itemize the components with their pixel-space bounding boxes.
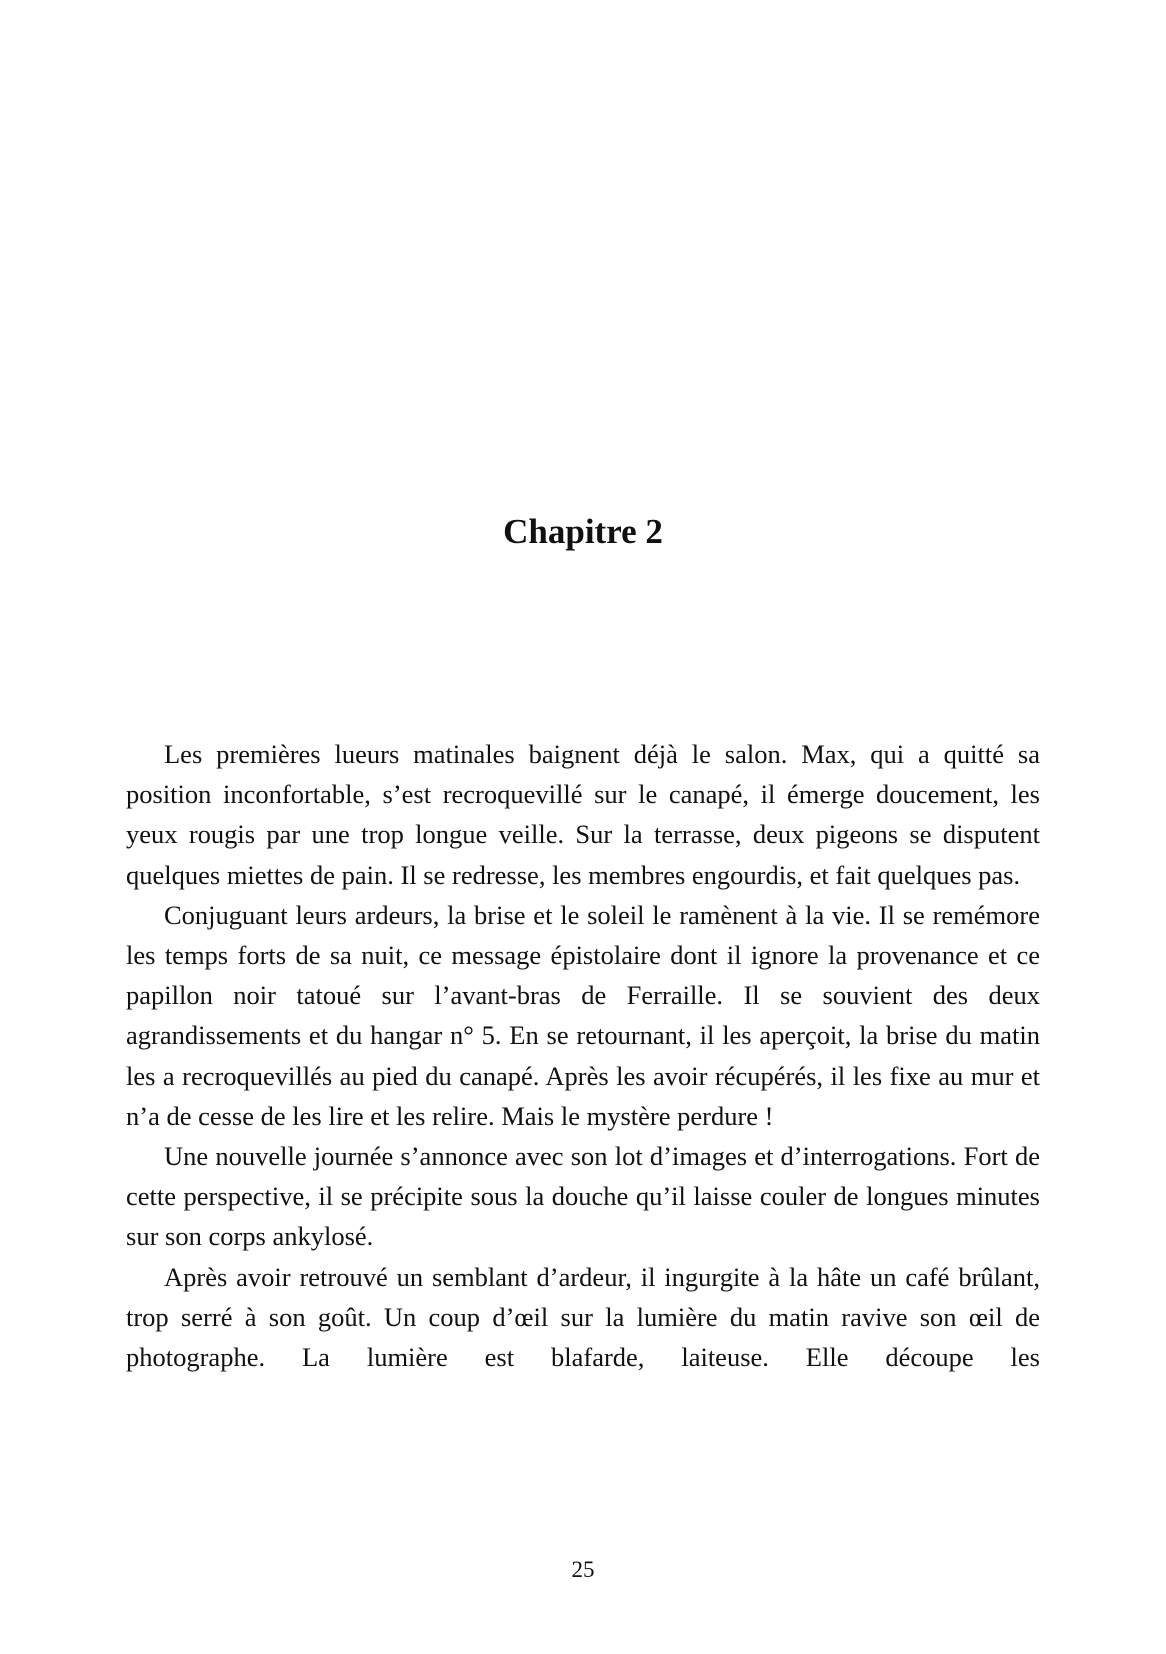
paragraph: Après avoir retrouvé un semblant d’ardeur, il ingurgite à la hâte un café brûlant, trop serré à son goût. Un coup d’œil sur la lumière du matin ravive son œil de photographe. La lumière est blafarde, laiteuse. Elle découpe les [126,1261,1040,1373]
paragraph: Conjuguant leurs ardeurs, la brise et le soleil le ramènent à la vie. Il se remémore les temps forts de sa nuit, ce message épistolaire dont il ignore la provenance et ce papillon noir tatoué sur l’avant-bras de Ferraille. Il se souvient des deux agrandissements et du hangar n° 5. En se retournant, il les aperçoit, la brise du matin les a recroquevillés au pied du canapé. Après les avoir récupérés, il les fixe au mur et n’a de cesse de les lire et les relire. Mais le mystère perdure ! [126,899,1040,1131]
page-number: 25 [571,1557,595,1582]
paragraph: Les premières lueurs matinales baignent déjà le salon. Max, qui a quitté sa position inconfortable, s’est recroquevillé sur le canapé, il émerge doucement, les yeux rougis par une trop longue veille. Sur la terrasse, deux pigeons se disputent quelques miettes de pain. Il se redresse, les membres engourdis, et fait quelques pas. [126,739,1040,890]
chapter-title: Chapitre 2 [503,512,663,551]
chapter-body [126,734,1040,1377]
paragraph: Une nouvelle journée s’annonce avec son lot d’images et d’interrogations. Fort de cette perspective, il se précipite sous la douche qu’il laisse couler de longues minutes sur son corps ankylosé. [126,1141,1040,1252]
